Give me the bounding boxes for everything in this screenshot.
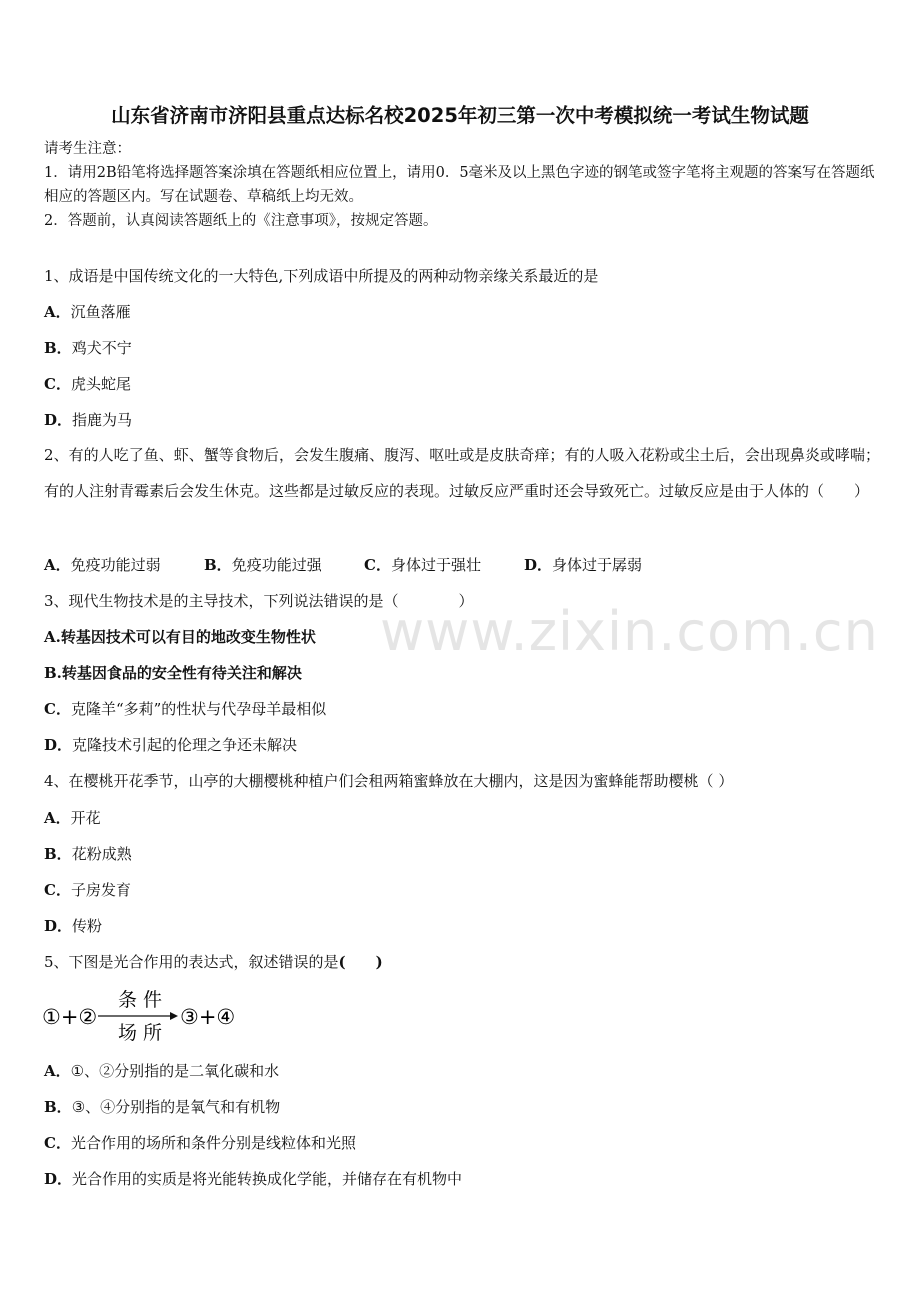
formula-location: 场 所 [118, 1022, 163, 1044]
question-4-option-a [44, 807, 101, 828]
question-5-option-a [44, 1060, 279, 1081]
notice-item-1: 1．请用2B铅笔将选择题答案涂填在答题纸相应位置上，请用0．5毫米及以上黑色字迹的钢笔或签字笔将主观题的答案写在答题纸相应的答题区内。写在试题卷、草稿纸上均无效。 [44, 165, 875, 205]
option-label: B． [44, 339, 72, 357]
watermark: www.zixin.com.cn [380, 600, 879, 663]
option-label: B． [44, 845, 72, 863]
question-3-option-a: A.转基因技术可以有目的地改变生物性状 [44, 628, 316, 646]
option-text: 免疫功能过强 [231, 556, 322, 574]
page-title: 山东省济南市济阳县重点达标名校2025年初三第一次中考模拟统一考试生物试题 [111, 104, 809, 127]
option-text: 开花 [70, 809, 101, 827]
arrow-right-icon [170, 1012, 178, 1020]
option-text: ③、④分别指的是氧气和有机物 [71, 1098, 281, 1116]
option-text: 光合作用的场所和条件分别是线粒体和光照 [70, 1134, 356, 1152]
question-1-option-d [44, 409, 132, 430]
question-5-option-c [44, 1132, 356, 1153]
question-4-option-b [44, 843, 132, 864]
option-text: 克隆技术引起的伦理之争还未解决 [72, 736, 298, 754]
question-5-option-d [44, 1168, 462, 1189]
question-4-stem: 4、在樱桃开花季节，山亭的大棚樱桃种植户们会租两箱蜜蜂放在大棚内，这是因为蜜蜂能帮助樱桃（ ） [44, 772, 734, 790]
option-label: C． [364, 556, 391, 574]
option-label: D． [44, 917, 73, 935]
option-label: A． [44, 556, 71, 574]
option-text: 虎头蛇尾 [70, 375, 131, 393]
question-3-option-d [44, 734, 297, 755]
question-3-option-c [44, 698, 326, 719]
option-label: D． [44, 411, 73, 429]
notice-heading: 请考生注意： [44, 141, 131, 157]
option-text: 花粉成熟 [71, 845, 132, 863]
question-2-option-c [364, 554, 524, 575]
option-text: 光合作用的实质是将光能转换成化学能，并储存在有机物中 [72, 1170, 463, 1188]
formula-products: ③+④ [180, 1005, 236, 1029]
question-5-stem-text: 5、下图是光合作用的表达式，叙述错误的是 [44, 953, 339, 971]
question-5-stem [44, 951, 383, 972]
option-label: C． [44, 881, 71, 899]
option-text: 指鹿为马 [72, 411, 133, 429]
option-text: 鸡犬不宁 [71, 339, 132, 357]
option-text: ①、②分别指的是二氧化碳和水 [70, 1062, 280, 1080]
question-2-option-d [524, 554, 642, 575]
option-label: D． [44, 1170, 73, 1188]
option-text: 沉鱼落雁 [70, 303, 131, 321]
option-text: 身体过于孱弱 [552, 556, 643, 574]
question-2-stem: 2、有的人吃了鱼、虾、蟹等食物后，会发生腹痛、腹泻、呕吐或是皮肤奇痒；有的人吸入花粉或尘土后，会出现鼻炎或哮喘；有的人注射青霉素后会发生休克。这些都是过敏反应的表现。过敏反应严重时还会导致死亡。过敏反应是由于人体的（ ） [44, 446, 880, 500]
question-5-option-b [44, 1096, 280, 1117]
notice-item-2: 2．答题前，认真阅读答题纸上的《注意事项》，按规定答题。 [44, 213, 438, 229]
option-label: B． [44, 1098, 72, 1116]
option-label: A． [44, 809, 71, 827]
photosynthesis-formula [40, 988, 260, 1048]
option-text: 免疫功能过弱 [70, 556, 161, 574]
question-4-option-d [44, 915, 102, 936]
question-2-option-b [204, 554, 364, 575]
option-text: 传粉 [72, 917, 103, 935]
question-1-option-a [44, 301, 131, 322]
question-1-option-c [44, 373, 131, 394]
option-label: A． [44, 1062, 71, 1080]
question-1-stem: 1、成语是中国传统文化的一大特色,下列成语中所提及的两种动物亲缘关系最近的是 [44, 267, 599, 285]
question-4-option-c [44, 879, 131, 900]
option-label: C． [44, 1134, 71, 1152]
question-3-option-b: B.转基因食品的安全性有待关注和解决 [44, 664, 302, 682]
option-label: D． [44, 736, 73, 754]
option-label: A． [44, 303, 71, 321]
option-label: C． [44, 375, 71, 393]
formula-reactants: ①+② [42, 1005, 98, 1029]
option-label: D． [524, 556, 553, 574]
question-2-option-a [44, 554, 204, 575]
question-5-stem-paren: ( ) [338, 953, 383, 971]
question-1-option-b [44, 337, 132, 358]
option-label: B． [204, 556, 232, 574]
option-text: 克隆羊“多莉”的性状与代孕母羊最相似 [70, 700, 327, 718]
option-label: C． [44, 700, 71, 718]
formula-condition: 条 件 [118, 989, 163, 1011]
question-3-stem: 3、现代生物技术是的主导技术，下列说法错误的是（ ） [44, 592, 474, 610]
question-2-options [44, 554, 642, 575]
option-text: 身体过于强壮 [390, 556, 481, 574]
option-text: 子房发育 [70, 881, 131, 899]
